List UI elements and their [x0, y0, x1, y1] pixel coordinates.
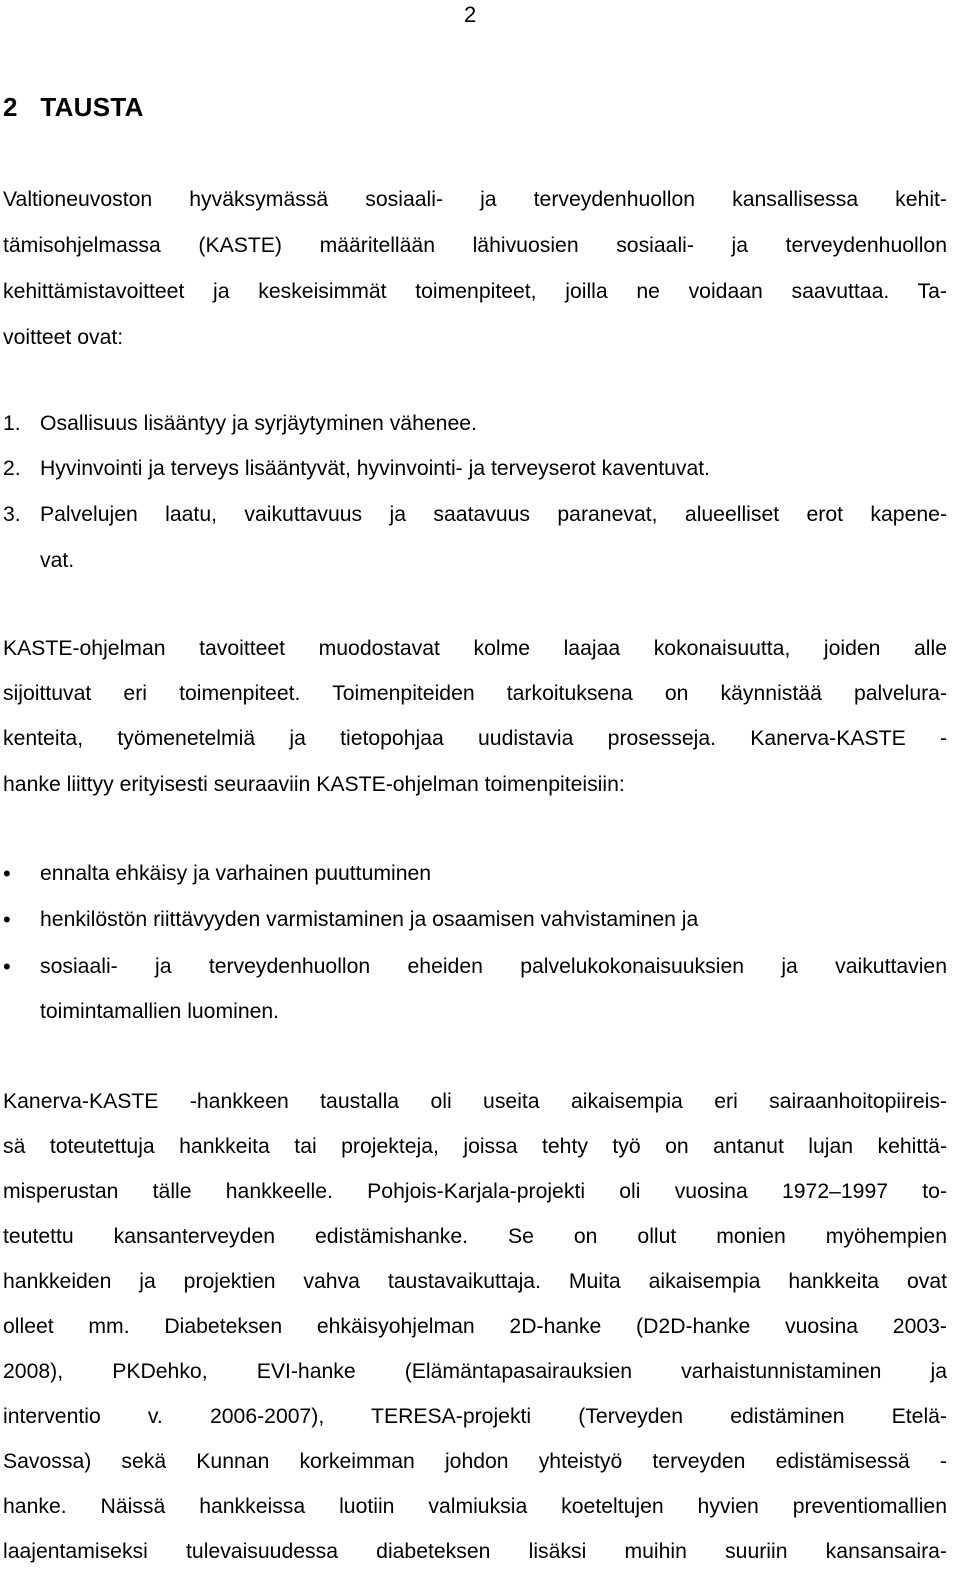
list-item-text: vat.: [40, 549, 75, 572]
section-heading: 2 TAUSTA: [3, 92, 144, 122]
list-number: 1.: [3, 412, 21, 435]
text-line: hanke liittyy erityisesti seuraaviin KASTE-ohjelman toimenpiteisiin:: [3, 773, 625, 796]
text-line: teutettu kansanterveyden edistämishanke. Se on ollut monien myöhempien: [3, 1225, 947, 1248]
bullet-icon: •: [3, 907, 11, 932]
text-line: 2008), PKDehko, EVI-hanke (Elämäntapasairauksien varhaistunnistaminen ja: [3, 1360, 947, 1383]
list-item-text: Hyvinvointi ja terveys lisääntyvät, hyvinvointi- ja terveyserot kaventuvat.: [40, 457, 711, 480]
list-item-text: toimintamallien luominen.: [40, 1000, 280, 1023]
list-item-text: ennalta ehkäisy ja varhainen puuttuminen: [40, 862, 432, 885]
bullet-icon: •: [3, 954, 11, 979]
list-item-text: Osallisuus lisääntyy ja syrjäytyminen vähenee.: [40, 412, 477, 435]
text-line: voitteet ovat:: [3, 326, 124, 349]
text-line: sä toteutettuja hankkeita tai projekteja, joissa tehty työ on antanut lujan kehittä-: [3, 1135, 947, 1158]
list-item-text: henkilöstön riittävyyden varmistaminen ja osaamisen vahvistaminen ja: [40, 908, 699, 931]
text-line: Valtioneuvoston hyväksymässä sosiaali- ja terveydenhuollon kansallisessa kehit-: [3, 188, 947, 211]
list-number: 2.: [3, 457, 21, 480]
text-line: interventio v. 2006-2007), TERESA-projekti (Terveyden edistäminen Etelä-: [3, 1405, 947, 1428]
text-line: laajentamiseksi tulevaisuudessa diabeteksen lisäksi muihin suuriin kansansaira-: [3, 1540, 947, 1563]
text-line: sijoittuvat eri toimenpiteet. Toimenpiteiden tarkoituksena on käynnistää palvelura-: [3, 682, 947, 705]
list-item-text: sosiaali- ja terveydenhuollon eheiden palvelukokonaisuuksien ja vaikuttavien: [40, 955, 947, 978]
text-line: KASTE-ohjelman tavoitteet muodostavat kolme laajaa kokonaisuutta, joiden alle: [3, 637, 947, 660]
bullet-icon: •: [3, 861, 11, 886]
text-line: kenteita, työmenetelmiä ja tietopohjaa uudistavia prosesseja. Kanerva-KASTE -: [3, 727, 947, 750]
text-line: Kanerva-KASTE -hankkeen taustalla oli useita aikaisempia eri sairaanhoitopiireis-: [3, 1090, 947, 1113]
text-line: olleet mm. Diabeteksen ehkäisyohjelman 2D-hanke (D2D-hanke vuosina 2003-: [3, 1315, 947, 1338]
list-number: 3.: [3, 503, 21, 526]
text-line: Savossa) sekä Kunnan korkeimman johdon yhteistyö terveyden edistämisessä -: [3, 1450, 947, 1473]
list-item-text: Palvelujen laatu, vaikuttavuus ja saatavuus paranevat, alueelliset erot kapene-: [40, 503, 947, 526]
text-line: hanke. Näissä hankkeissa luotiin valmiuksia koeteltujen hyvien preventiomallien: [3, 1495, 947, 1518]
text-line: kehittämistavoitteet ja keskeisimmät toimenpiteet, joilla ne voidaan saavuttaa. Ta-: [3, 280, 947, 303]
page-number: 2: [464, 2, 477, 27]
text-line: hankkeiden ja projektien vahva taustavaikuttaja. Muita aikaisempia hankkeita ovat: [3, 1270, 947, 1293]
text-line: misperustan tälle hankkeelle. Pohjois-Karjala-projekti oli vuosina 1972–1997 to-: [3, 1180, 947, 1203]
text-line: tämisohjelmassa (KASTE) määritellään lähivuosien sosiaali- ja terveydenhuollon: [3, 234, 947, 257]
